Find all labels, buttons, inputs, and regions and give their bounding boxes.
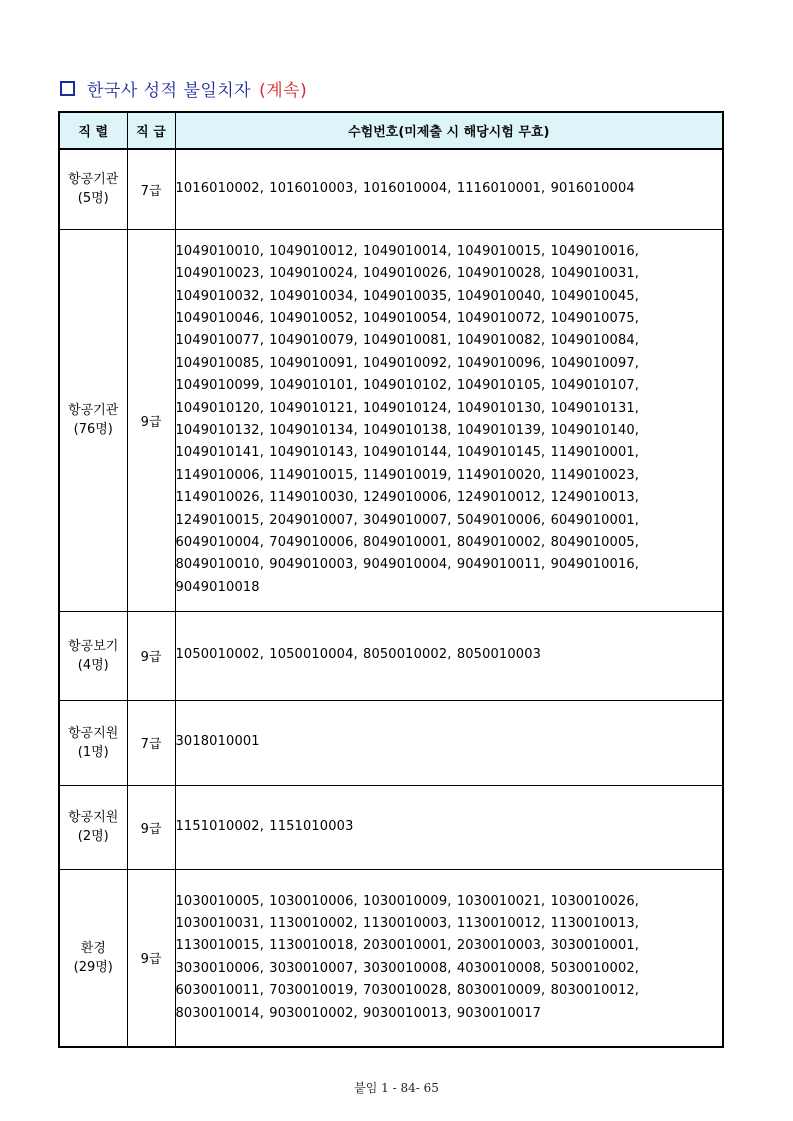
table-header-row — [59, 112, 723, 149]
grade-cell: 9급 — [127, 229, 175, 611]
grade-cell: 9급 — [127, 611, 175, 700]
table-row — [59, 869, 723, 1047]
job-count: (4명) — [77, 657, 109, 673]
job-cell — [59, 611, 127, 700]
section-heading — [60, 74, 307, 102]
results-table — [58, 111, 724, 1048]
continued-label: (계속) — [259, 80, 308, 101]
table-row — [59, 611, 723, 700]
job-name: 항공보기 — [68, 638, 119, 654]
job-count: (5명) — [77, 191, 109, 207]
exam-numbers: 1016010002, 1016010003, 1016010004, 1116010001, 9016010004 — [175, 149, 723, 229]
grade-cell: 9급 — [127, 869, 175, 1047]
table-row — [59, 700, 723, 785]
job-cell — [59, 869, 127, 1047]
job-count: (1명) — [77, 744, 109, 760]
exam-numbers: 1050010002, 1050010004, 8050010002, 8050010003 — [175, 611, 723, 700]
exam-numbers: 1151010002, 1151010003 — [175, 785, 723, 869]
grade-cell: 9급 — [127, 785, 175, 869]
exam-numbers: 1049010010, 1049010012, 1049010014, 1049010015, 1049010016, 1049010023, 1049010024, 1049010026, 1049010028, 1049010031, 1049010032, 1049010034, 1049010035, 1049010040, 1049010045, 1049010046, 1049010052, 1049010054, 1049010072, 1049010075, 1049010077, 1049010079, 1049010081, 1049010082, 1049010084, 1049010085, 1049010091, 1049010092, 1049010096, 1049010097, 1049010099, 1049010101, 1049010102, 1049010105, 1049010107, 1049010120, 1049010121, 1049010124, 1049010130, 1049010131, 1049010132, 1049010134, 1049010138, 1049010139, 1049010140, 1049010141, 1049010143, 1049010144, 1049010145, 1149010001, 1149010006, 1149010015, 1149010019, 1149010020, 1149010023, 1149010026, 1149010030, 1249010006, 1249010012, 1249010013, 1249010015, 2049010007, 3049010007, 5049010006, 6049010001, 6049010004, 7049010006, 8049010001, 8049010002, 8049010005, 8049010010, 9049010003, 9049010004, 9049010011, 9049010016, 9049010018 — [175, 229, 723, 611]
exam-numbers: 1030010005, 1030010006, 1030010009, 1030010021, 1030010026, 1030010031, 1130010002, 1130010003, 1130010012, 1130010013, 1130010015, 1130010018, 2030010001, 2030010003, 3030010001, 3030010006, 3030010007, 3030010008, 4030010008, 5030010002, 6030010011, 7030010019, 7030010028, 8030010009, 8030010012, 8030010014, 9030010002, 9030010013, 9030010017 — [175, 869, 723, 1047]
job-count: (29명) — [73, 959, 113, 975]
table-row — [59, 229, 723, 611]
job-name: 항공기관 — [68, 403, 119, 418]
section-title: 한국사 성적 불일치자 — [87, 80, 252, 101]
header-grade: 직 급 — [127, 112, 175, 149]
job-count: (76명) — [73, 422, 113, 437]
exam-numbers: 3018010001 — [175, 700, 723, 785]
job-name: 환경 — [80, 940, 106, 956]
grade-cell: 7급 — [127, 700, 175, 785]
job-cell — [59, 785, 127, 869]
header-numbers: 수험번호(미제출 시 해당시험 무효) — [175, 112, 723, 149]
job-cell — [59, 149, 127, 229]
table-row — [59, 785, 723, 869]
job-cell — [59, 700, 127, 785]
job-name: 항공지원 — [68, 810, 119, 825]
checkbox-square-icon — [60, 81, 75, 96]
header-job: 직 렬 — [59, 112, 127, 149]
page-footer: 붙임 1 - 84- 65 — [354, 1081, 439, 1095]
grade-cell: 7급 — [127, 149, 175, 229]
job-name: 항공기관 — [68, 172, 119, 188]
table-row — [59, 149, 723, 229]
job-cell — [59, 229, 127, 611]
job-name: 항공지원 — [68, 725, 119, 741]
job-count: (2명) — [77, 829, 109, 844]
